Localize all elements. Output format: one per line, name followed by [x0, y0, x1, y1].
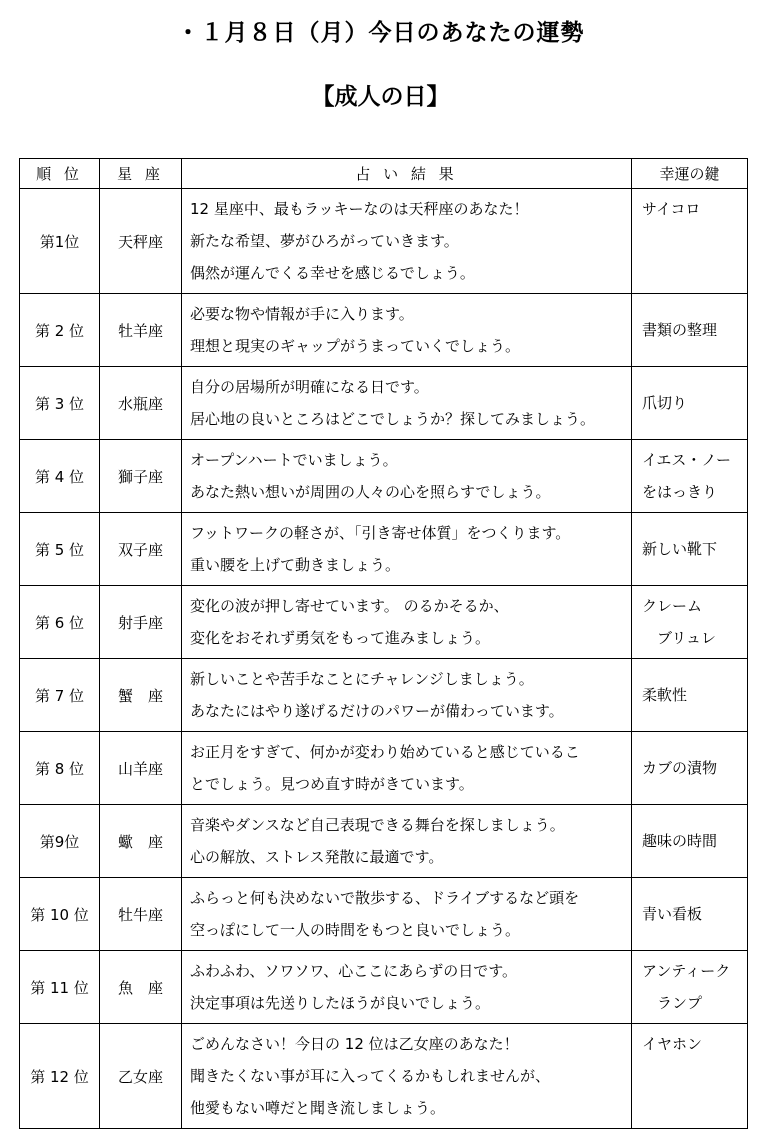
fortune-result-line: お正月をすぎて、何かが変わり始めていると感じているこ: [190, 743, 580, 761]
rank-cell: 第 2 位: [20, 294, 100, 367]
fortune-result-line: ふらっと何も決めないで散歩する、ドライブするなど頭を: [190, 889, 580, 907]
header-lucky-key: 幸運の鍵: [632, 159, 748, 189]
lucky-key-cell: [632, 586, 748, 659]
fortune-result-cell: [182, 659, 632, 732]
fortune-result-line: 12 星座中、最もラッキーなのは天秤座のあなた！: [190, 200, 529, 218]
fortune-result-line: あなたにはやり遂げるだけのパワーが備わっています。: [190, 702, 564, 720]
lucky-key-cell: [632, 513, 748, 586]
fortune-result-line: 変化の波が押し寄せています。 のるかそるか、: [190, 597, 509, 615]
lucky-key-cell: [632, 659, 748, 732]
fortune-result-cell: [182, 513, 632, 586]
fortune-result-line: とでしょう。見つめ直す時がきています。: [190, 775, 474, 793]
rank-cell: 第9位: [20, 805, 100, 878]
table-row: [20, 294, 748, 367]
lucky-key-cell: [632, 189, 748, 294]
zodiac-sign-cell: 双子座: [100, 513, 182, 586]
table-row: [20, 586, 748, 659]
lucky-key-cell: [632, 367, 748, 440]
lucky-key-line: ランプ: [642, 994, 703, 1012]
fortune-result-cell: [182, 586, 632, 659]
zodiac-sign-cell: 乙女座: [100, 1024, 182, 1129]
page-subtitle: 【成人の日】: [311, 84, 450, 110]
lucky-key-line: アンティーク: [642, 962, 731, 980]
fortune-result-line: オープンハートでいましょう。: [190, 451, 398, 469]
zodiac-sign-cell: 獅子座: [100, 440, 182, 513]
fortune-result-cell: [182, 878, 632, 951]
fortune-result-line: ごめんなさい！今日の 12 位は乙女座のあなた！: [190, 1035, 519, 1053]
rank-cell: 第 4 位: [20, 440, 100, 513]
zodiac-sign-cell: 射手座: [100, 586, 182, 659]
rank-cell: 第 6 位: [20, 586, 100, 659]
rank-cell: 第1位: [20, 189, 100, 294]
lucky-key-line: カブの漬物: [642, 759, 718, 777]
fortune-result-line: 空っぽにして一人の時間をもつと良いでしょう。: [190, 921, 521, 939]
fortune-result-cell: [182, 732, 632, 805]
lucky-key-cell: [632, 1024, 748, 1129]
zodiac-sign-cell: 牡牛座: [100, 878, 182, 951]
fortune-table: [19, 158, 748, 1129]
lucky-key-line: ブリュレ: [642, 629, 716, 647]
lucky-key-line: 書類の整理: [642, 321, 718, 339]
table-row: [20, 440, 748, 513]
lucky-key-cell: [632, 805, 748, 878]
table-row: [20, 732, 748, 805]
fortune-result-line: 居心地の良いところはどこでしょうか？探してみましょう。: [190, 410, 596, 428]
fortune-result-line: 重い腰を上げて動きましょう。: [190, 556, 401, 574]
table-body: [20, 189, 748, 1129]
header-rank: 順 位: [20, 159, 100, 189]
table-header-row: [20, 159, 748, 189]
lucky-key-line: 趣味の時間: [642, 832, 718, 850]
zodiac-sign-cell: 牡羊座: [100, 294, 182, 367]
header-result: 占 い 結 果: [182, 159, 632, 189]
lucky-key-line: 青い看板: [642, 905, 703, 923]
fortune-result-line: 心の解放、ストレス発散に最適です。: [190, 848, 444, 866]
fortune-result-line: 変化をおそれず勇気をもって進みましょう。: [190, 629, 491, 647]
fortune-result-cell: [182, 805, 632, 878]
lucky-key-cell: [632, 440, 748, 513]
table-row: [20, 805, 748, 878]
fortune-result-line: あなた熱い想いが周囲の人々の心を照らすでしょう。: [190, 483, 551, 501]
fortune-result-line: 理想と現実のギャップがうまっていくでしょう。: [190, 337, 521, 355]
fortune-result-line: 音楽やダンスなど自己表現できる舞台を探しましょう。: [190, 816, 565, 834]
fortune-result-cell: [182, 294, 632, 367]
lucky-key-line: 爪切り: [642, 394, 688, 412]
fortune-result-line: 偶然が運んでくる幸せを感じるでしょう。: [190, 264, 475, 282]
zodiac-sign-cell: 山羊座: [100, 732, 182, 805]
lucky-key-cell: [632, 951, 748, 1024]
fortune-result-line: 必要な物や情報が手に入ります。: [190, 305, 414, 323]
rank-cell: 第 12 位: [20, 1024, 100, 1129]
zodiac-sign-cell: 魚 座: [100, 951, 182, 1024]
zodiac-sign-cell: 蟹 座: [100, 659, 182, 732]
fortune-result-line: 決定事項は先送りしたほうが良いでしょう。: [190, 994, 491, 1012]
fortune-result-line: フットワークの軽さが、「引き寄せ体質」をつくります。: [190, 524, 571, 542]
rank-cell: 第 5 位: [20, 513, 100, 586]
page-title: ・１月８日（月）今日のあなたの運勢: [176, 20, 585, 46]
lucky-key-line: クレーム: [642, 597, 703, 615]
fortune-result-cell: [182, 367, 632, 440]
table-row: [20, 659, 748, 732]
fortune-result-line: 聞きたくない事が耳に入ってくるかもしれませんが、: [190, 1067, 551, 1085]
table-row: [20, 1024, 748, 1129]
table-row: [20, 189, 748, 294]
rank-cell: 第 7 位: [20, 659, 100, 732]
fortune-result-line: ふわふわ、ソワソワ、心ここにあらずの日です。: [190, 962, 518, 980]
lucky-key-line: をはっきり: [642, 483, 718, 501]
rank-cell: 第 8 位: [20, 732, 100, 805]
lucky-key-line: イエス・ノー: [642, 451, 731, 469]
lucky-key-line: サイコロ: [642, 200, 701, 218]
rank-cell: 第 10 位: [20, 878, 100, 951]
table-row: [20, 367, 748, 440]
rank-cell: 第 11 位: [20, 951, 100, 1024]
lucky-key-cell: [632, 294, 748, 367]
lucky-key-cell: [632, 732, 748, 805]
zodiac-sign-cell: 水瓶座: [100, 367, 182, 440]
table-row: [20, 513, 748, 586]
lucky-key-cell: [632, 878, 748, 951]
fortune-result-line: 新しいことや苦手なことにチャレンジしましょう。: [190, 670, 534, 688]
table-row: [20, 951, 748, 1024]
table-row: [20, 878, 748, 951]
fortune-result-cell: [182, 440, 632, 513]
zodiac-sign-cell: 天秤座: [100, 189, 182, 294]
zodiac-sign-cell: 蠍 座: [100, 805, 182, 878]
fortune-result-cell: [182, 1024, 632, 1129]
header-sign: 星 座: [100, 159, 182, 189]
lucky-key-line: 新しい靴下: [642, 540, 718, 558]
fortune-result-line: 他愛もない噂だと聞き流しましょう。: [190, 1099, 446, 1117]
fortune-result-cell: [182, 951, 632, 1024]
fortune-result-cell: [182, 189, 632, 294]
lucky-key-line: イヤホン: [642, 1035, 703, 1053]
fortune-result-line: 自分の居場所が明確になる日です。: [190, 378, 429, 396]
rank-cell: 第 3 位: [20, 367, 100, 440]
fortune-result-line: 新たな希望、夢がひろがっていきます。: [190, 232, 459, 250]
lucky-key-line: 柔軟性: [642, 686, 688, 704]
